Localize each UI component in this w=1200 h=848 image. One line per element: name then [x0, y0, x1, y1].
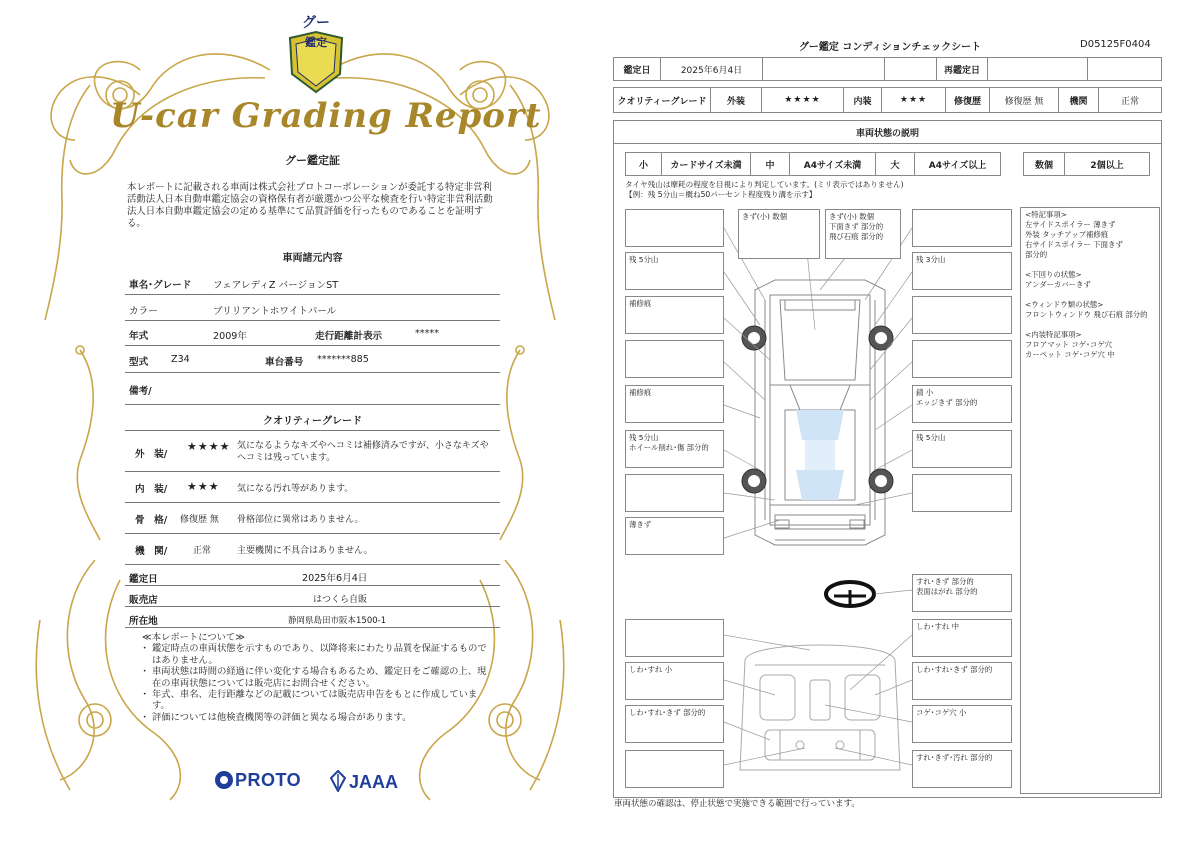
damage-box: きず(小) 数個	[738, 209, 820, 259]
tire-note: タイヤ残山は摩耗の程度を目視により判定しています。(ミリ表示ではありません)	[625, 180, 904, 189]
damage-box	[912, 385, 1012, 423]
damage-box	[912, 474, 1012, 512]
sheet-date-value: 2025年6月4日	[660, 57, 763, 81]
damage-box	[625, 209, 724, 247]
engine-description: 主要機関に不具合はありません。	[237, 546, 373, 556]
damage-box: しわ･すれ･きず 部分的	[625, 705, 724, 743]
damage-line: 下面きず 部分的	[829, 222, 884, 231]
special-line: 部分的	[1025, 250, 1048, 259]
interior-stars: ★★★	[187, 480, 220, 493]
document-id: D05125F0404	[1080, 39, 1151, 50]
special-line: <内装特記事項>	[1025, 330, 1082, 339]
special-line: カーペット コゲ･コゲ穴 中	[1025, 350, 1115, 359]
special-spacer	[1025, 290, 1155, 300]
spec-row-remarks	[125, 375, 500, 405]
grade-row-interior	[125, 473, 500, 503]
exterior-label: 外 装/	[135, 449, 168, 460]
model-label: 型式	[129, 357, 149, 368]
spec-row-color	[125, 297, 500, 321]
sheet-exterior-stars: ★★★★	[761, 87, 844, 113]
damage-box: すれ･きず･汚れ 部分的	[912, 750, 1012, 788]
special-line: <特記事項>	[1025, 210, 1067, 219]
spec-row-name	[125, 271, 500, 295]
damage-box: 残 5分山	[625, 252, 724, 290]
store-label: 販売店	[129, 595, 158, 606]
sheet-footnote: 車両状態の確認は、停止状態で実施できる範囲で行っています。	[614, 799, 860, 809]
mileage-label: 走行距離計表示	[315, 331, 383, 342]
steering-wheel-icon	[826, 582, 874, 606]
rear-glass-shape	[796, 470, 844, 500]
special-line: 外装 タッチアップ補修痕	[1025, 230, 1109, 239]
windshield-shape	[796, 410, 844, 440]
note-item: ・ 車両状態は時間の経過に伴い変化する場合もあるため、鑑定日をご確認の上、現在の車両状態については販売店にお問合せください。	[140, 666, 490, 689]
legend-large-desc: A4サイズ以上	[914, 152, 1001, 176]
interior-outline	[740, 645, 900, 770]
model-value: Z34	[171, 354, 190, 365]
damage-box	[825, 209, 901, 259]
remarks-label: 備考/	[129, 386, 152, 397]
sheet-exterior-label: 外装	[710, 87, 762, 113]
damage-box	[625, 750, 724, 788]
damage-line: すれ･きず 部分的	[916, 577, 974, 586]
sheet-engine-value: 正常	[1098, 87, 1162, 113]
damage-box: 薄きず	[625, 517, 724, 555]
legend-count: 数個	[1023, 152, 1065, 176]
damage-line: 表面はがれ 部分的	[916, 587, 978, 596]
damage-box: コゲ･コゲ穴 小	[912, 705, 1012, 743]
jaaa-logo	[330, 770, 398, 793]
damage-box	[912, 574, 1012, 612]
sheet-interior-label: 内装	[843, 87, 882, 113]
chassis-value: *******885	[317, 354, 369, 365]
legend-count-desc: 2個以上	[1064, 152, 1150, 176]
reappraisal-label: 再鑑定日	[936, 57, 988, 81]
damage-box: しわ･すれ･きず 部分的	[912, 662, 1012, 700]
special-spacer	[1025, 260, 1155, 270]
mileage-value: *****	[415, 328, 439, 339]
legend-medium: 中	[750, 152, 790, 176]
info-row-store	[125, 587, 500, 607]
interior-description: 気になる汚れ等があります。	[237, 484, 354, 494]
special-line: 左サイドスポイラー 薄きず	[1025, 220, 1116, 229]
special-line: フロアマット コゲ･コゲ穴	[1025, 340, 1113, 349]
engine-label: 機 関/	[135, 546, 168, 557]
damage-line: 残 5分山	[629, 433, 659, 442]
chassis-label: 車台番号	[265, 357, 304, 368]
appraisal-date-value: 2025年6月4日	[302, 573, 368, 584]
grade-row-frame	[125, 504, 500, 534]
exterior-description: 気になるようなキズやヘコミは補修済みですが、小さなキズやヘコミは残っています。	[237, 441, 489, 463]
year-value: 2009年	[213, 331, 248, 342]
damage-box: しわ･すれ 小	[625, 662, 724, 700]
jaaa-logo-text: JAAA	[349, 772, 399, 792]
sheet-repair-value: 修復歴 無	[989, 87, 1059, 113]
sheet-title: グー鑑定 コンディションチェックシート	[798, 42, 982, 53]
special-line: 右サイドスポイラー 下面きず	[1025, 240, 1123, 249]
exterior-stars: ★★★★	[187, 440, 231, 453]
tire-note-example: 【例：残 5分山＝概ね50パーセント程度残り溝を示す】	[625, 190, 817, 199]
report-title: U-car Grading Report	[110, 96, 542, 136]
proto-logo	[215, 770, 301, 791]
certificate-intro: 本レポートに記載される車両は株式会社プロトコーポレーションが委託する特定非営利活動法人日本自動車鑑定協会の資格保有者が厳選かつ公平な検査を行い特定非営利活動法人日本自動車鑑定協会の定める基準にて品質評価を行ったものであることを証明する。	[127, 182, 493, 229]
damage-box	[625, 340, 724, 378]
damage-line: 錆 小	[916, 388, 934, 397]
color-value: ブリリアントホワイトパール	[213, 306, 337, 317]
interior-label: 内 装/	[135, 484, 168, 495]
legend-small-desc: カードサイズ未満	[661, 152, 751, 176]
special-line: アンダーカバーきず	[1025, 280, 1091, 289]
proto-mark-icon	[215, 771, 233, 789]
address-label: 所在地	[129, 616, 158, 627]
address-value: 静岡県島田市阪本1500-1	[288, 616, 387, 626]
sheet-date-label: 鑑定日	[613, 57, 661, 81]
legend-medium-desc: A4サイズ未満	[789, 152, 876, 176]
name-label: 車名･グレード	[129, 280, 192, 291]
damage-line: きず(小) 数個	[829, 212, 875, 221]
sheet-interior-stars: ★★★	[881, 87, 946, 113]
grade-heading: クオリティーグレード	[263, 416, 362, 427]
damage-box	[625, 430, 724, 468]
damage-box: 残 3分山	[912, 252, 1012, 290]
damage-box: しわ･すれ 中	[912, 619, 1012, 657]
year-label: 年式	[129, 331, 149, 342]
spec-row-model	[125, 347, 500, 373]
info-row-date	[125, 566, 500, 586]
note-item: ・ 年式、車名、走行距離などの記載については販売店申告をもとに作成しています。	[140, 689, 490, 712]
grade-row-exterior	[125, 432, 500, 472]
name-value: フェアレディZ バージョンST	[213, 280, 339, 291]
explain-title: 車両状態の説明	[613, 120, 1162, 144]
damage-box	[625, 474, 724, 512]
frame-description: 骨格部位に異常はありません。	[237, 515, 364, 525]
special-notes	[1020, 207, 1160, 794]
condition-check-sheet	[600, 0, 1200, 848]
note-item: ・ 評価については他検査機関等の評価と異なる場合があります。	[140, 712, 490, 723]
sheet-repair-label: 修復歴	[945, 87, 990, 113]
hood-outline	[780, 300, 860, 380]
damage-box	[912, 209, 1012, 247]
special-line: <下回りの状態>	[1025, 270, 1082, 279]
damage-box: 補修痕	[625, 385, 724, 423]
sheet-engine-label: 機関	[1058, 87, 1099, 113]
report-notes	[140, 632, 490, 723]
damage-line: ホイール削れ･傷 部分的	[629, 443, 709, 452]
legend-small: 小	[625, 152, 662, 176]
certificate-heading: グー鑑定証	[285, 154, 340, 167]
frame-value: 修復歴 無	[180, 515, 219, 525]
appraisal-date-label: 鑑定日	[129, 574, 158, 585]
sheet-grade-label: クオリティーグレード	[613, 87, 711, 113]
jaaa-mark-icon	[330, 770, 346, 792]
special-spacer	[1025, 320, 1155, 330]
notes-title: ≪本レポートについて≫	[142, 632, 245, 643]
spec-row-year	[125, 322, 500, 346]
special-line: <ウィンドウ類の状態>	[1025, 300, 1104, 309]
legend-large: 大	[875, 152, 915, 176]
damage-box	[625, 619, 724, 657]
damage-box: 補修痕	[625, 296, 724, 334]
grade-row-engine	[125, 535, 500, 565]
spec-heading: 車両諸元内容	[282, 253, 343, 264]
info-row-address	[125, 608, 500, 628]
badge-bottom-text: 鑑定	[305, 36, 327, 49]
frame-label: 骨 格/	[135, 515, 168, 526]
damage-line: 飛び石痕 部分的	[829, 232, 884, 241]
proto-logo-text: PROTO	[235, 770, 302, 790]
special-line: フロントウィンドウ 飛び石痕 部分的	[1025, 310, 1148, 319]
damage-box: 残 5分山	[912, 430, 1012, 468]
engine-value: 正常	[193, 546, 212, 556]
damage-box	[912, 296, 1012, 334]
note-item: ・ 鑑定時点の車両状態を示すものであり、以降将来にわたり品質を保証するものではありません。	[140, 643, 490, 666]
badge-top-text: グー	[302, 15, 330, 31]
store-value: はつくら自販	[313, 595, 368, 605]
damage-box	[912, 340, 1012, 378]
damage-line: エッジきず 部分的	[916, 398, 978, 407]
grade-divider	[125, 430, 500, 431]
color-label: カラー	[129, 306, 158, 317]
